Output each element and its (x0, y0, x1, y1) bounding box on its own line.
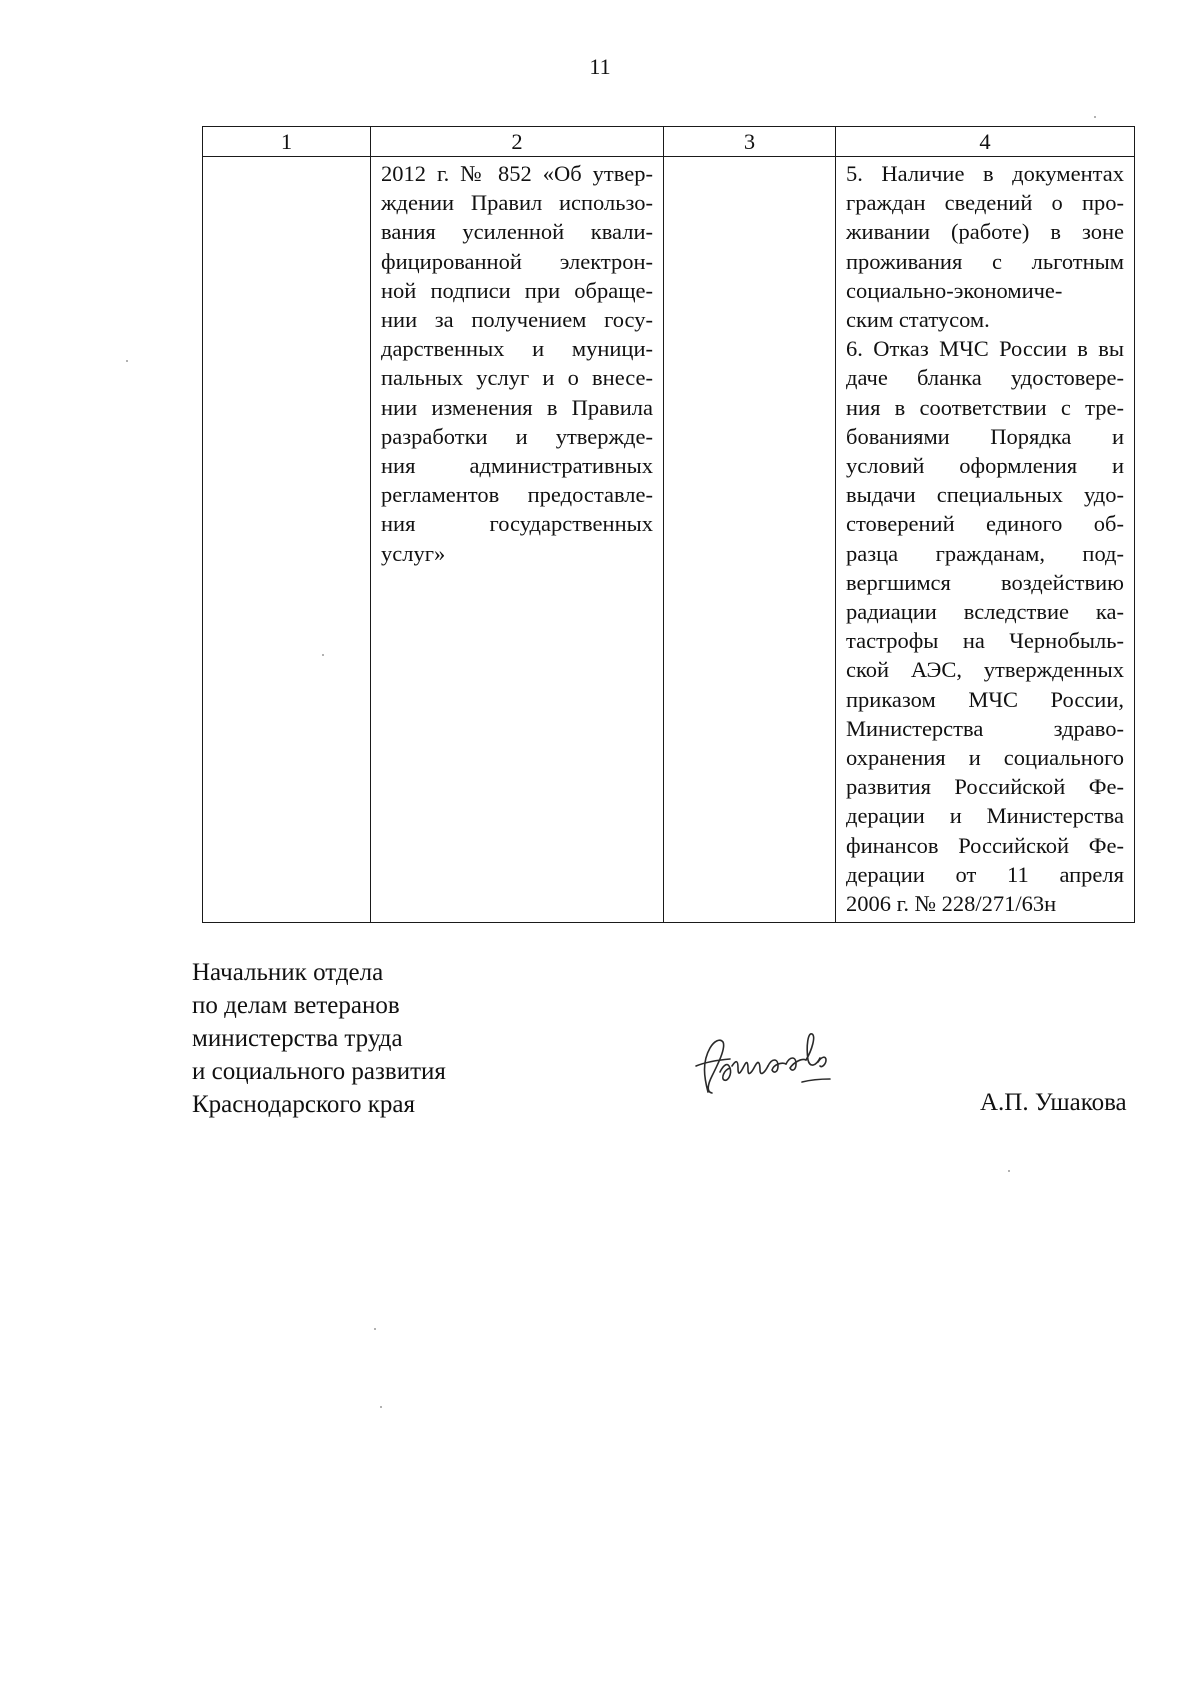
cell-text-line: вания усиленной квали- (381, 219, 653, 245)
cell-text-line: ния государственных (381, 511, 653, 537)
cell-text-line: даче бланка удостовере- (846, 365, 1124, 391)
cell-text-line: развития Российской Фе- (846, 774, 1124, 800)
column-header-2: 2 (371, 127, 664, 157)
scan-speck (1008, 1170, 1010, 1172)
position-line: по делам ветеранов (192, 992, 400, 1019)
cell-text-line: бованиями Порядка и (846, 423, 1124, 449)
cell-text-line: дерации от 11 апреля (846, 861, 1124, 887)
position-line: министерства труда (192, 1025, 403, 1052)
cell-text-line: услуг» (381, 540, 446, 566)
cell-col-2 (371, 157, 664, 923)
position-line: и социального развития (192, 1058, 446, 1085)
cell-text-line: разработки и утвержде- (381, 423, 653, 449)
cell-text-line: регламентов предоставле- (381, 482, 653, 508)
cell-text-line: радиации вследствие ка- (846, 599, 1124, 625)
cell-text-line: живании (работе) в зоне (846, 219, 1124, 245)
cell-text-line: разца гражданам, под- (846, 540, 1124, 566)
table-header-row (203, 127, 1135, 157)
cell-text-line: Министерства здраво- (846, 715, 1124, 741)
column-header-1: 1 (203, 127, 371, 157)
cell-text-line: ждении Правил использо- (381, 190, 653, 216)
cell-text-line: приказом МЧС России, (846, 686, 1124, 712)
cell-text-line: граждан сведений о про- (846, 190, 1124, 216)
cell-text-line: финансов Российской Фе- (846, 832, 1124, 858)
cell-text-line: ния административных (381, 453, 653, 479)
cell-col-3 (664, 157, 836, 923)
scan-speck (374, 1328, 376, 1330)
handwritten-signature (690, 1022, 860, 1106)
cell-text-line: нии изменения в Правила (381, 394, 653, 420)
cell-text-line: дарственных и муници- (381, 336, 653, 362)
cell-text-line: вергшимся воздействию (846, 569, 1124, 595)
cell-text-line: выдачи специальных удо- (846, 482, 1124, 508)
scan-speck (126, 360, 128, 362)
cell-text-line: ной подписи при обраще- (381, 277, 653, 303)
cell-text-line: охранения и социального (846, 745, 1124, 771)
cell-text-line: 2006 г. № 228/271/63н (846, 891, 1057, 917)
cell-text-line: тастрофы на Чернобыль- (846, 628, 1124, 654)
cell-text-line: ской АЭС, утвержденных (846, 657, 1124, 683)
cell-text-line: фицированной электрон- (381, 248, 653, 274)
cell-text-line: 5. Наличие в документах (846, 161, 1124, 186)
cell-text-line: нии за получением госу- (381, 307, 653, 333)
cell-col-4 (836, 157, 1135, 923)
cell-text-line: проживания с льготным (846, 248, 1124, 274)
cell-text-line: дерации и Министерства (846, 803, 1124, 829)
scan-speck (380, 1406, 382, 1408)
column-header-4: 4 (836, 127, 1135, 157)
signatory-name: А.П. Ушакова (980, 1089, 1127, 1116)
cell-text-line: ния в соответствии с тре- (846, 394, 1124, 420)
cell-text-line: 2012 г. № 852 «Об утвер- (381, 161, 653, 186)
cell-text-line: социально-экономиче- (846, 277, 1063, 303)
position-line: Краснодарского края (192, 1091, 415, 1118)
cell-text-line: условий оформления и (846, 453, 1124, 479)
table-row (203, 157, 1135, 923)
signatory-position (192, 956, 446, 1121)
document-table (202, 126, 1135, 923)
cell-text-line: ским статусом. (846, 307, 990, 333)
scan-speck (1094, 116, 1096, 118)
cell-text-line: пальных услуг и о внесе- (381, 365, 653, 391)
cell-text-line: 6. Отказ МЧС России в вы (846, 336, 1124, 362)
cell-text-line: стоверений единого об- (846, 511, 1124, 537)
position-line: Начальник отдела (192, 959, 384, 986)
page-number: 11 (589, 54, 611, 79)
column-header-3: 3 (664, 127, 836, 157)
scan-speck (322, 654, 324, 656)
cell-col-1 (203, 157, 371, 923)
